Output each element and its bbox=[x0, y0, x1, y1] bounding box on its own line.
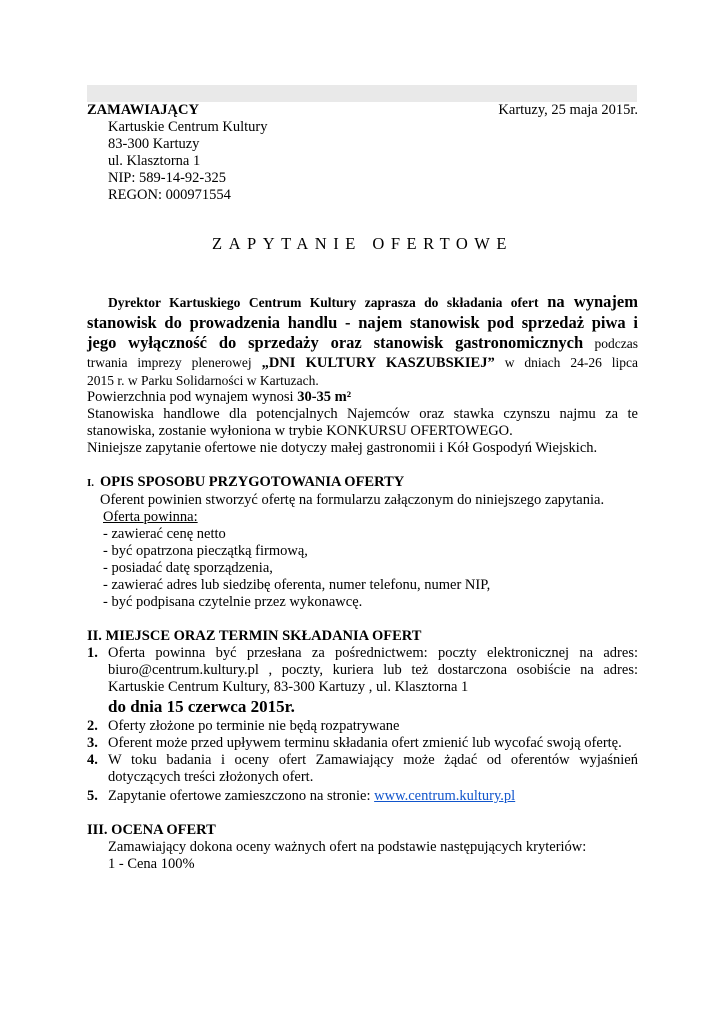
document-date: Kartuzy, 25 maja 2015r. bbox=[498, 102, 638, 118]
address-line: ul. Klasztorna 1 bbox=[108, 153, 201, 169]
list-item: 4. W toku badania i oceny ofert Zamawiający może żądać od oferentów wyjaśnień dotyczących treści złożonych ofert. bbox=[87, 752, 638, 785]
section-heading: III. OCENA OFERT bbox=[87, 822, 216, 838]
intro-line: trwania imprezy plenerowej „DNI KULTURY KASZUBSKIEJ” w dniach 24-26 lipca bbox=[87, 355, 639, 371]
list-item: - zawierać adres lub siedzibę oferenta, numer telefonu, numer NIP, bbox=[103, 577, 491, 593]
address-line: NIP: 589-14-92-325 bbox=[108, 170, 227, 186]
section-subheading: Oferta powinna: bbox=[103, 509, 198, 525]
orderer-address bbox=[87, 119, 638, 204]
intro-line: 2015 r. w Parku Solidarności w Kartuzach. bbox=[87, 373, 319, 388]
intro-line: Dyrektor Kartuskiego Centrum Kultury zaprasza do składania ofert na wynajem bbox=[108, 292, 638, 311]
intro-line: Stanowiska handlowe dla potencjalnych Najemców oraz stawka czynszu najmu za te bbox=[87, 406, 638, 422]
address-line: REGON: 000971554 bbox=[108, 187, 231, 203]
intro-line: jego wyłączność do sprzedaży oraz stanowisk gastronomicznych podczas bbox=[87, 333, 638, 352]
address-line: 83-300 Kartuzy bbox=[108, 136, 200, 152]
intro-line: stanowiska, zostanie wyłoniona w trybie KONKURSU OFERTOWEGO. bbox=[87, 423, 513, 439]
deadline: do dnia 15 czerwca 2015r. bbox=[108, 697, 295, 716]
area-line: Powierzchnia pod wynajem wynosi 30-35 m² bbox=[87, 389, 352, 405]
intro-line: Niniejsze zapytanie ofertowe nie dotyczy małej gastronomii i Kół Gospodyń Wiejskich. bbox=[87, 440, 598, 456]
list-item: 1. Oferta powinna być przesłana za pośrednictwem: poczty elektronicznej na adres: biuro@centrum.kultury.pl , poczty, kuriera lub też dostarczona osobiście na adres: Kartuskie Centrum Kultury, 83-300 Kartuzy , ul. Klasztorna 1 bbox=[87, 645, 638, 695]
list-item: - być opatrzona pieczątką firmową, bbox=[103, 543, 308, 559]
header-bar bbox=[87, 85, 637, 102]
header-row bbox=[87, 102, 638, 119]
section-paragraph: Zamawiający dokona oceny ważnych ofert na podstawie następujących kryteriów: bbox=[108, 839, 587, 855]
list-item: - zawierać cenę netto bbox=[103, 526, 226, 542]
intro-line: stanowisk do prowadzenia handlu - najem stanowisk pod sprzedaż piwa i bbox=[87, 313, 638, 332]
list-item: 5. Zapytanie ofertowe zamieszczono na stronie: www.centrum.kultury.pl bbox=[87, 788, 516, 804]
address-line: Kartuskie Centrum Kultury bbox=[108, 119, 268, 135]
list-item: 3. Oferent może przed upływem terminu składania ofert zmienić lub wycofać swoją ofertę. bbox=[87, 735, 622, 751]
list-item: - być podpisana czytelnie przez wykonawcę. bbox=[103, 594, 363, 610]
section-heading: II. MIEJSCE ORAZ TERMIN SKŁADANIA OFERT bbox=[87, 628, 422, 644]
section-heading: I. OPIS SPOSOBU PRZYGOTOWANIA OFERTY bbox=[87, 474, 405, 490]
document-page bbox=[87, 102, 638, 873]
list-item: - posiadać datę sporządzenia, bbox=[103, 560, 273, 576]
website-link[interactable]: www.centrum.kultury.pl bbox=[374, 788, 516, 804]
document-title: ZAPYTANIE OFERTOWE bbox=[212, 234, 513, 253]
list-item: 2. Oferty złożone po terminie nie będą rozpatrywane bbox=[87, 718, 400, 734]
criterion: 1 - Cena 100% bbox=[108, 856, 195, 872]
requirements-list bbox=[87, 526, 638, 611]
orderer-label: ZAMAWIAJĄCY bbox=[87, 102, 199, 118]
intro-paragraph bbox=[87, 292, 638, 457]
section-paragraph: Oferent powinien stworzyć ofertę na formularzu załączonym do niniejszego zapytania. bbox=[100, 492, 605, 508]
